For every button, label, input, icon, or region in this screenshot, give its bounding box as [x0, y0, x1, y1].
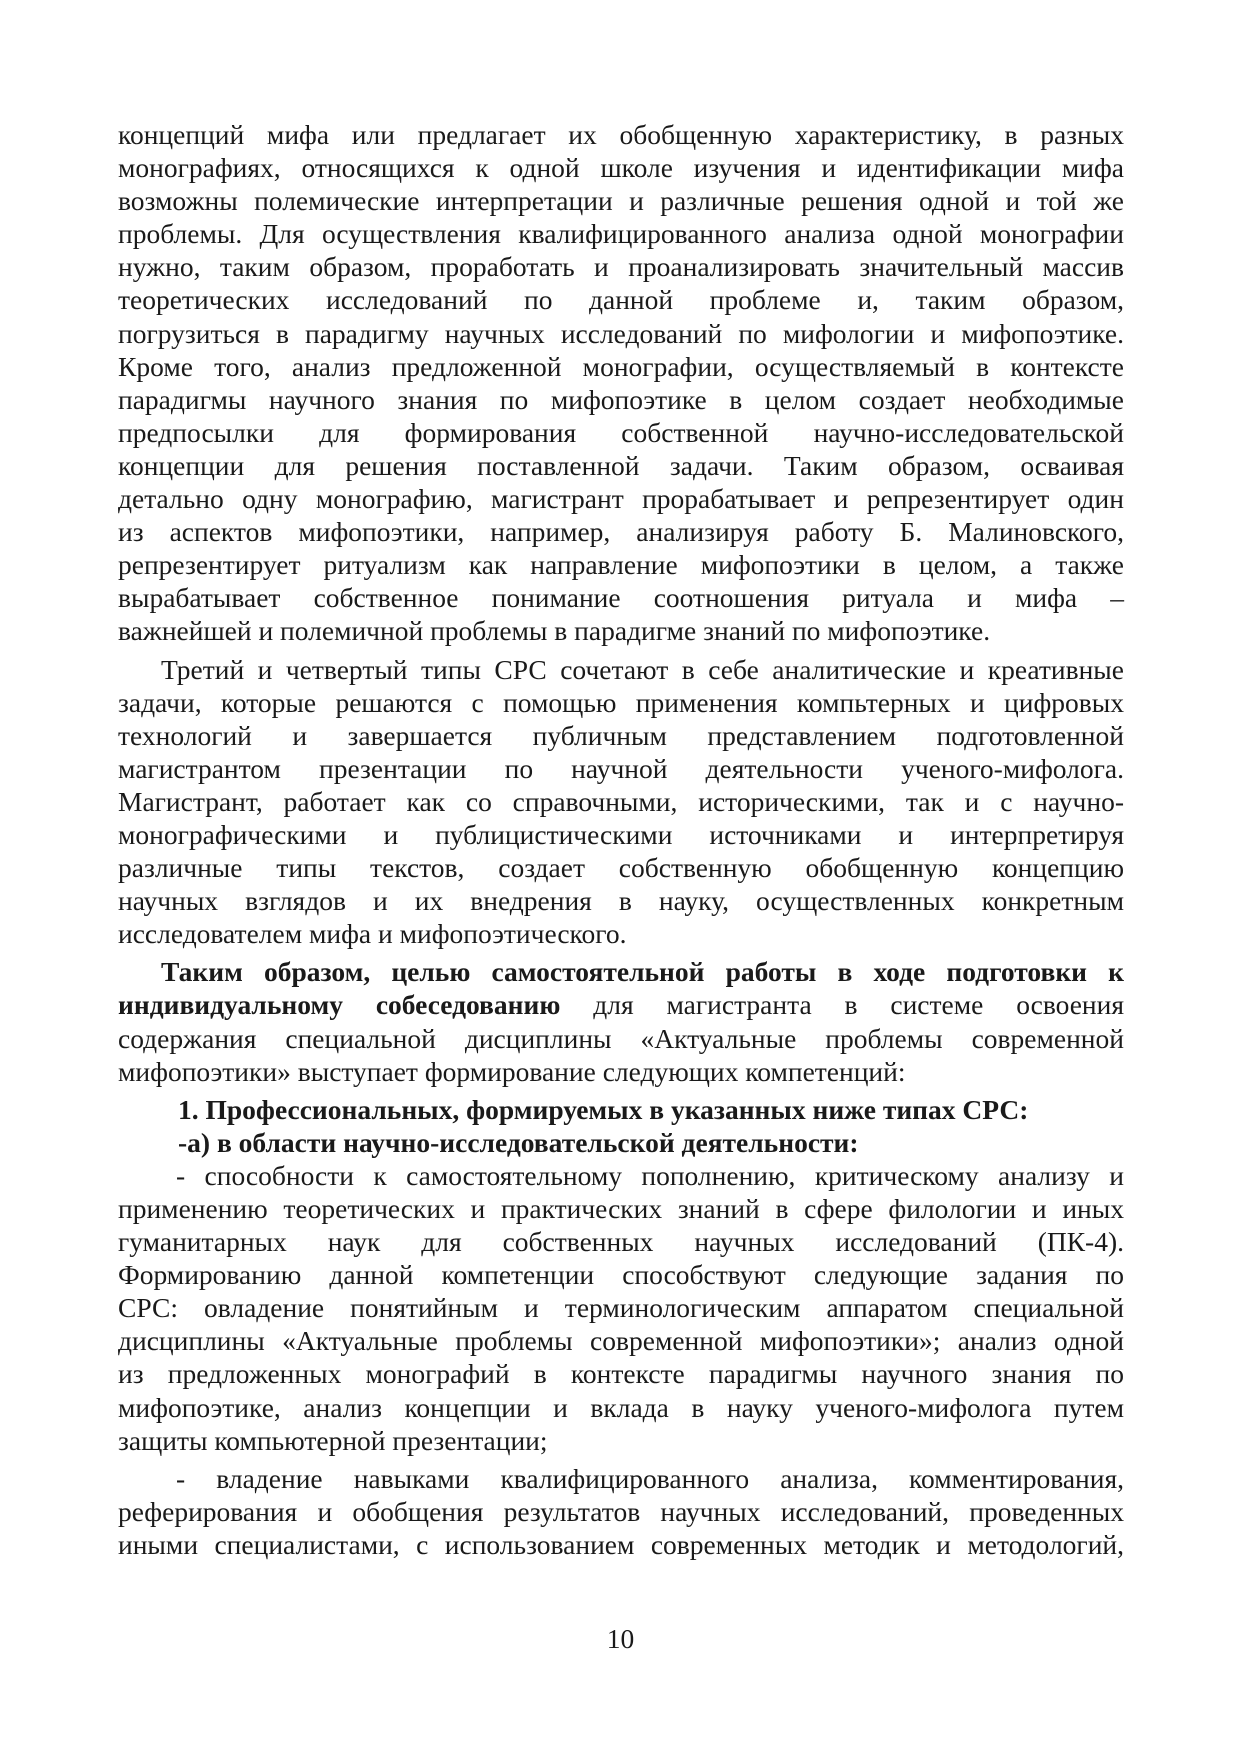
bold-text: Таким образом, целью самостоятельной работы в ходе подготовки к	[161, 956, 1124, 988]
text-line: гуманитарных наук для собственных научных исследований (ПК-4).	[118, 1226, 1124, 1258]
text-line: важнейшей и полемичной проблемы в парадигме знаний по мифопоэтике.	[118, 615, 991, 647]
text-line: Магистрант, работает как со справочными, историческими, так и с научно-	[118, 785, 1124, 817]
text-line: Третий и четвертый типы СРС сочетают в себе аналитические и креативные	[161, 653, 1124, 685]
text-line: предпосылки для формирования собственной научно-исследовательской	[118, 416, 1124, 448]
text-line: концепций мифа или предлагает их обобщенную характеристику, в разных	[118, 119, 1124, 150]
text-line: монографическими и публицистическими источниками и интерпретируя	[118, 818, 1124, 850]
heading-research-activity: -а) в области научно-исследовательской деятельности:	[178, 1126, 859, 1158]
paragraph-6	[118, 1462, 1124, 1561]
text-line: погрузиться в парадигму научных исследований по мифологии и мифопоэтике.	[118, 317, 1124, 349]
paragraph-1	[118, 118, 1124, 648]
text-line: нужно, таким образом, проработать и проанализировать значительный массив	[118, 251, 1124, 283]
text-line: вырабатывает собственное понимание соотношения ритуала и мифа –	[118, 582, 1124, 614]
bold-text: индивидуальному собеседованию	[118, 989, 561, 1021]
text-line: применению теоретических и практических знаний в сфере филологии и иных	[118, 1193, 1124, 1224]
page-number: 10	[606, 1623, 635, 1654]
paragraph-5	[118, 1159, 1124, 1457]
text-line: СРС: овладение понятийным и терминологическим аппаратом специальной	[118, 1292, 1124, 1324]
text-line: содержания специальной дисциплины «Актуальные проблемы современной	[118, 1022, 1124, 1054]
text-line: детально одну монографию, магистрант прорабатывает и репрезентирует один	[118, 483, 1124, 515]
text-line: из предложенных монографий в контексте парадигмы научного знания по	[118, 1358, 1124, 1390]
text-line: - способности к самостоятельному пополнению, критическому анализу и	[176, 1159, 1124, 1191]
heading-professional: 1. Профессиональных, формируемых в указанных ниже типах СРС:	[178, 1093, 1029, 1125]
text-line	[118, 955, 1124, 988]
text-line: Формированию данной компетенции способствуют следующие задания по	[118, 1259, 1124, 1291]
text-line: репрезентирует ритуализм как направление мифопоэтики в целом, а также	[118, 549, 1124, 581]
text-line: Кроме того, анализ предложенной монографии, осуществляемый в контексте	[118, 350, 1124, 382]
document-page	[118, 118, 1124, 1561]
text-line: проблемы. Для осуществления квалифицированного анализа одной монографии	[118, 218, 1124, 250]
text-line: магистрантом презентации по научной деятельности ученого-мифолога.	[118, 752, 1124, 784]
text-line: парадигмы научного знания по мифопоэтике в целом создает необходимые	[118, 383, 1124, 415]
text-line: теоретических исследований по данной проблеме и, таким образом,	[118, 284, 1124, 316]
text-line: мифопоэтике, анализ концепции и вклада в науку ученого-мифолога путем	[118, 1391, 1124, 1423]
regular-text: для магистранта в системе освоения	[560, 989, 1124, 1021]
text-line: дисциплины «Актуальные проблемы современной мифопоэтики»; анализ одной	[118, 1325, 1124, 1357]
text-line: технологий и завершается публичным представлением подготовленной	[118, 719, 1124, 751]
text-line: задачи, которые решаются с помощью применения компьтерных и цифровых	[118, 686, 1124, 718]
text-line: защиты компьютерной презентации;	[118, 1424, 548, 1456]
text-line: различные типы текстов, создает собственную обобщенную концепцию	[118, 852, 1124, 884]
text-line: иными специалистами, с использованием современных методик и методологий,	[118, 1528, 1124, 1560]
text-line: реферирования и обобщения результатов научных исследований, проведенных	[118, 1495, 1124, 1527]
text-line: научных взглядов и их внедрения в науку, осуществленных конкретным	[118, 885, 1124, 917]
text-line: монографиях, относящихся к одной школе изучения и идентификации мифа	[118, 152, 1124, 184]
text-line: - владение навыками квалифицированного анализа, комментирования,	[176, 1462, 1124, 1494]
text-line: возможны полемические интерпретации и различные решения одной и той же	[118, 185, 1124, 217]
paragraph-3	[118, 955, 1124, 1087]
text-line: исследователем мифа и мифопоэтического.	[118, 918, 627, 950]
text-line: из аспектов мифопоэтики, например, анализируя работу Б. Малиновского,	[118, 516, 1124, 548]
paragraph-2	[118, 653, 1124, 951]
text-line	[118, 988, 1124, 1021]
competence-headings	[118, 1093, 1124, 1159]
text-line: концепции для решения поставленной задачи. Таким образом, осваивая	[118, 449, 1124, 481]
text-line: мифопоэтики» выступает формирование следующих компетенций:	[118, 1055, 906, 1087]
